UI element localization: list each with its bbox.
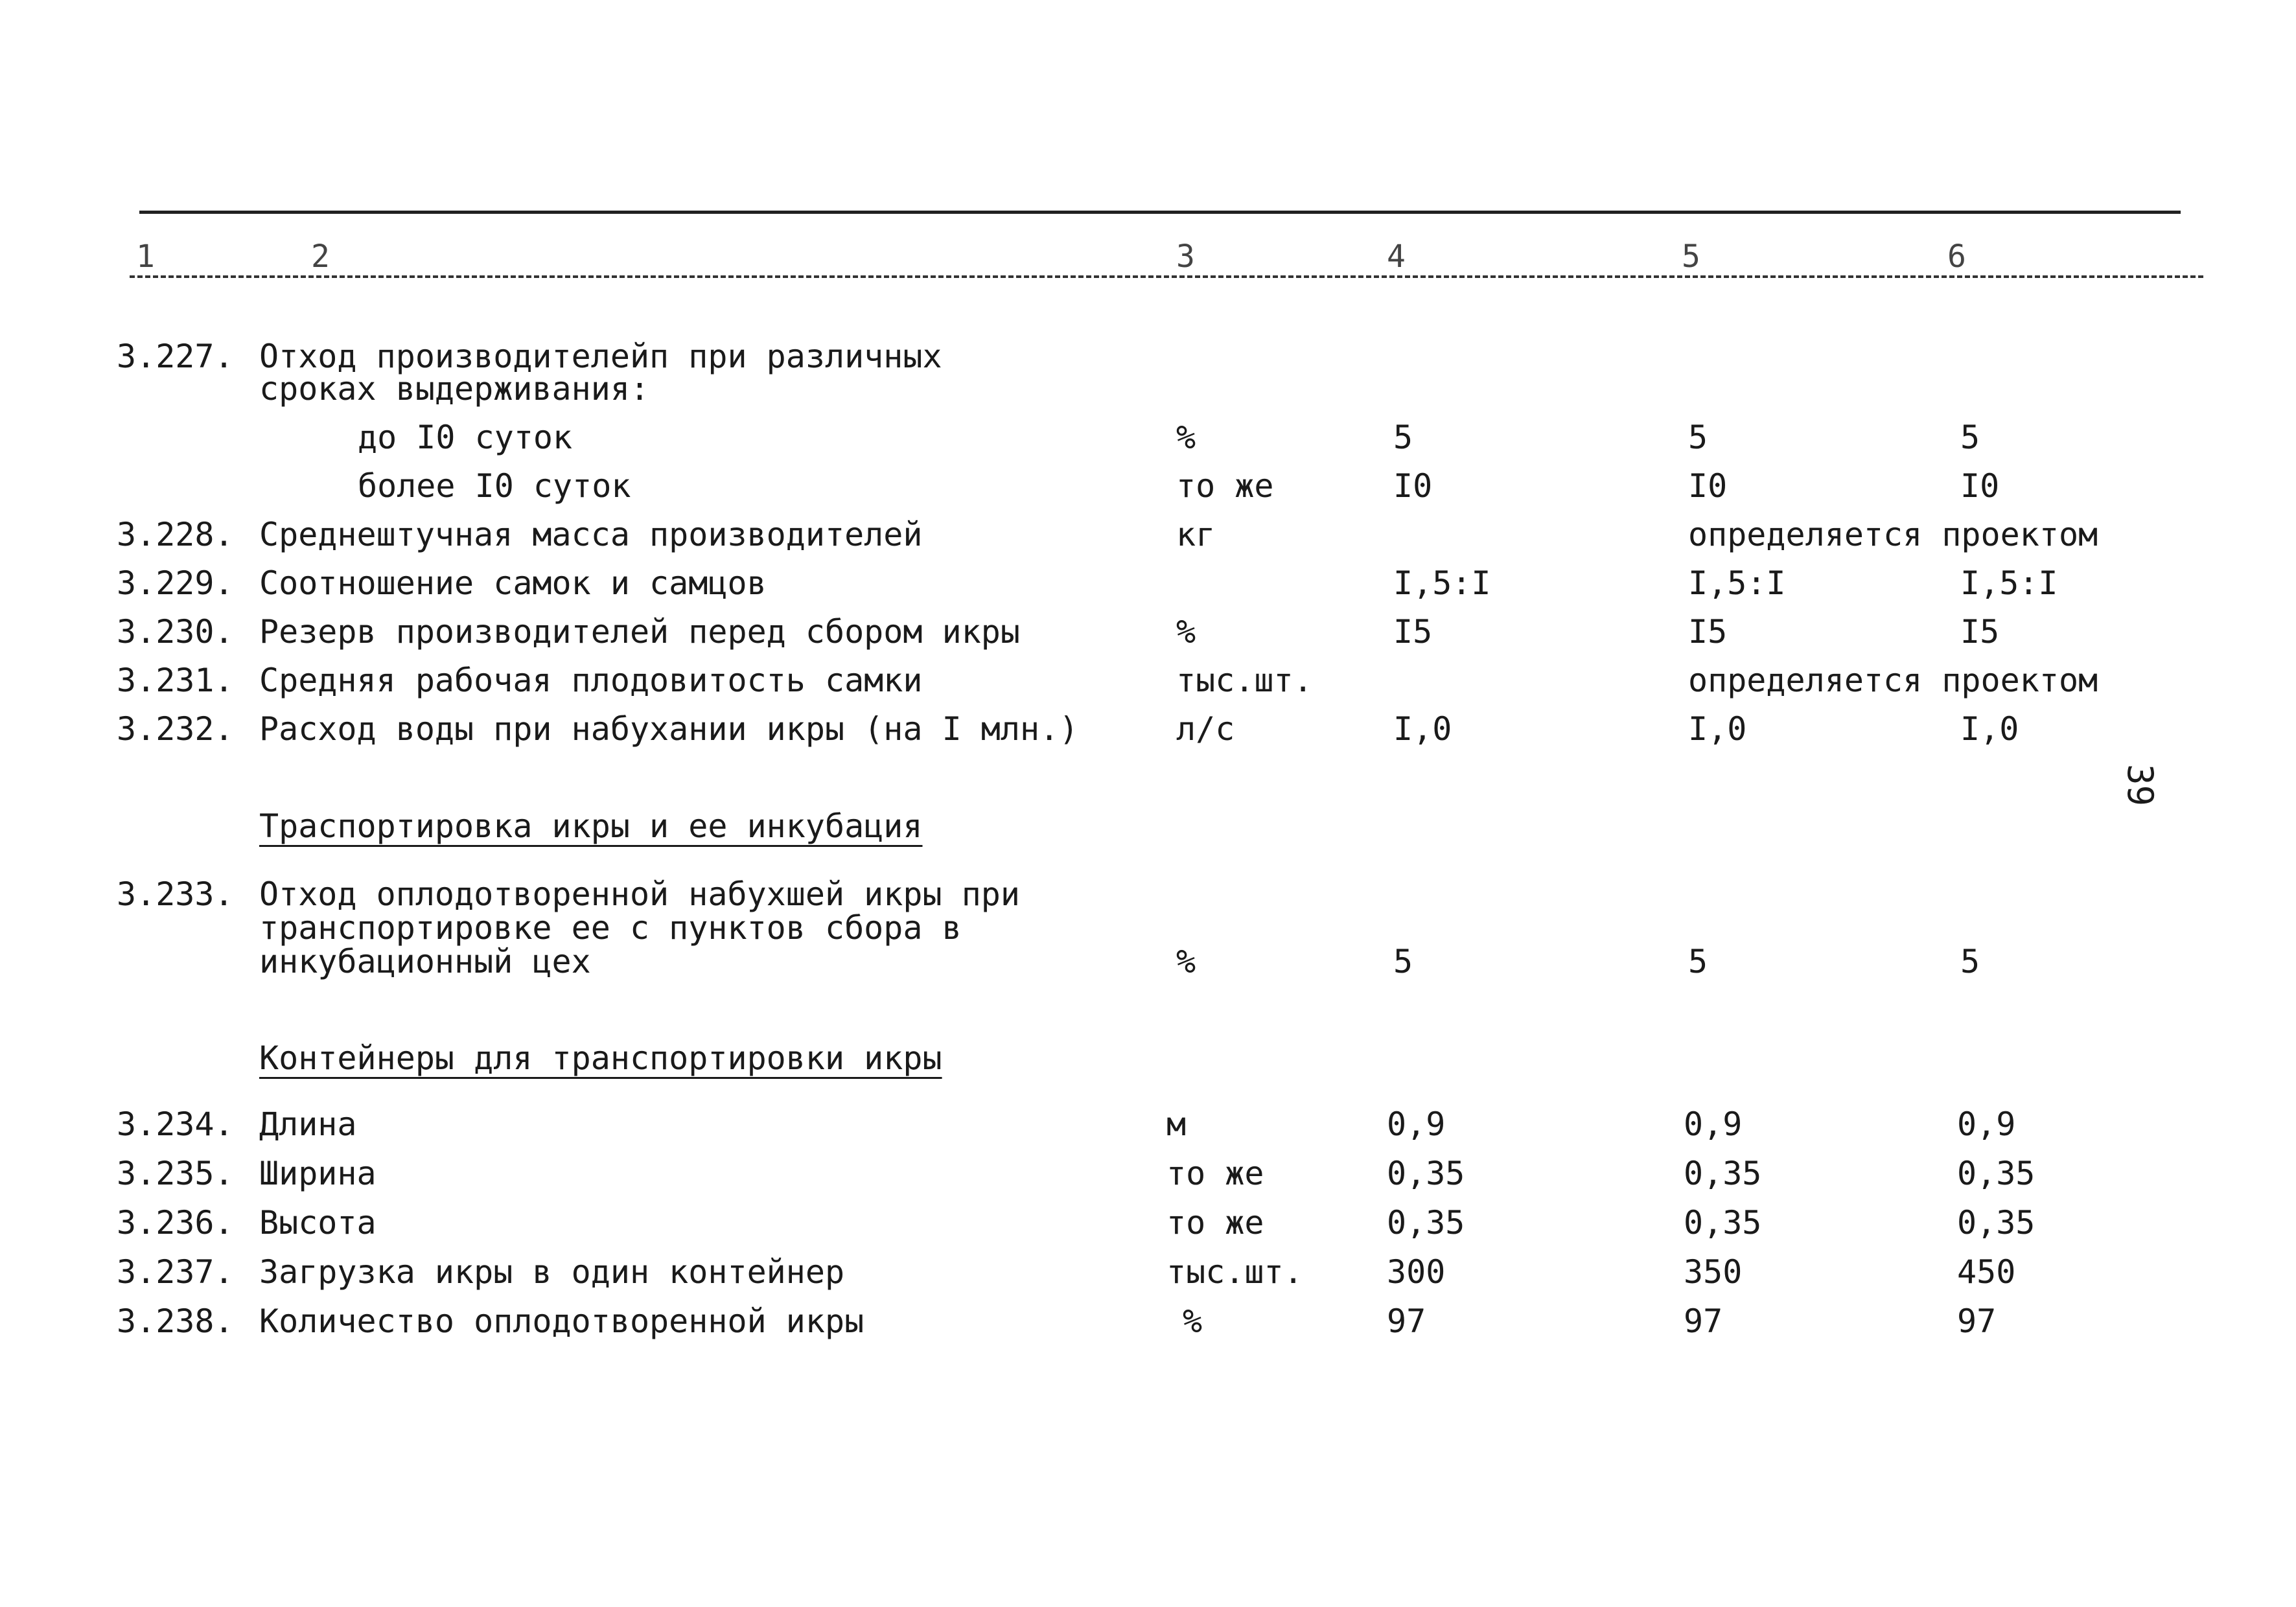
row-3-230-unit: % [1176, 613, 1196, 651]
row-3-232-text: Расход воды при набухании икры (на I млн.) [259, 710, 1079, 748]
row-3-237-number: 3.237. [117, 1253, 234, 1291]
row-3-227b-text: более I0 суток [358, 467, 631, 505]
row-3-233-number: 3.233. [117, 875, 234, 913]
row-3-229-v4: I,5:I [1393, 564, 1491, 602]
row-3-235-v4: 0,35 [1387, 1155, 1465, 1192]
col-header-1: 1 [136, 238, 155, 275]
row-3-227a-v4: 5 [1393, 419, 1413, 456]
row-3-228-number: 3.228. [117, 516, 234, 553]
row-3-238-unit: % [1183, 1302, 1203, 1340]
col-header-3: 3 [1176, 238, 1195, 275]
row-3-227b-unit: то же [1176, 467, 1274, 505]
row-3-234-unit: м [1166, 1105, 1187, 1143]
row-3-233-text-line1: Отход оплодотворенной набухшей икры при [259, 875, 1020, 913]
row-3-234-v4: 0,9 [1387, 1105, 1446, 1143]
row-3-238-number: 3.238. [117, 1302, 234, 1340]
row-3-237-v6: 450 [1957, 1253, 2016, 1291]
row-3-238-text: Количество оплодотворенной икры [259, 1302, 864, 1340]
row-3-235-v5: 0,35 [1684, 1155, 1762, 1192]
section-heading-transport: Траспортировка икры и ее инкубация [259, 807, 923, 845]
row-3-234-number: 3.234. [117, 1105, 234, 1143]
top-rule [139, 211, 2181, 214]
row-3-227a-v6: 5 [1960, 419, 1980, 456]
row-3-229-text: Соотношение самок и самцов [259, 564, 767, 602]
row-3-236-v5: 0,35 [1684, 1204, 1762, 1242]
row-3-233-text-line2: транспортировке ее с пунктов сбора в [259, 909, 962, 947]
col-header-4: 4 [1387, 238, 1406, 275]
row-3-228-span: определяется проектом [1688, 516, 2098, 553]
row-3-230-text: Резерв производителей перед сбором икры [259, 613, 1020, 651]
row-3-237-unit: тыс.шт. [1166, 1253, 1303, 1291]
row-3-234-v5: 0,9 [1684, 1105, 1743, 1143]
row-3-231-unit: тыс.шт. [1176, 662, 1313, 699]
row-3-231-text: Средняя рабочая плодовитость самки [259, 662, 923, 699]
row-3-233-v5: 5 [1688, 943, 1708, 980]
row-3-235-text: Ширина [259, 1155, 377, 1192]
row-3-237-text: Загрузка икры в один контейнер [259, 1253, 845, 1291]
row-3-227-text-line2: сроках выдерживания: [259, 370, 650, 408]
row-3-228-text: Среднештучная масса производителей [259, 516, 923, 553]
section-heading-containers: Контейнеры для транспортировки икры [259, 1039, 942, 1077]
row-3-236-number: 3.236. [117, 1204, 234, 1242]
row-3-230-v4: I5 [1393, 613, 1433, 651]
row-3-233-v6: 5 [1960, 943, 1980, 980]
row-3-228-unit: кг [1176, 516, 1216, 553]
row-3-230-number: 3.230. [117, 613, 234, 651]
row-3-237-v5: 350 [1684, 1253, 1743, 1291]
row-3-238-v6: 97 [1957, 1302, 1997, 1340]
row-3-236-text: Высота [259, 1204, 377, 1242]
row-3-234-text: Длина [259, 1105, 357, 1143]
row-3-235-v6: 0,35 [1957, 1155, 2035, 1192]
row-3-233-v4: 5 [1393, 943, 1413, 980]
row-3-229-v5: I,5:I [1688, 564, 1786, 602]
row-3-238-v4: 97 [1387, 1302, 1426, 1340]
col-header-6: 6 [1947, 238, 1966, 275]
row-3-236-v6: 0,35 [1957, 1204, 2035, 1242]
row-3-232-v5: I,0 [1688, 710, 1747, 748]
row-3-227a-text: до I0 суток [358, 419, 573, 456]
row-3-227b-v5: I0 [1688, 467, 1728, 505]
row-3-233-unit: % [1176, 943, 1196, 980]
row-3-231-number: 3.231. [117, 662, 234, 699]
row-3-238-v5: 97 [1684, 1302, 1723, 1340]
page-number: 39 [2120, 763, 2161, 807]
col-header-2: 2 [311, 238, 330, 275]
row-3-227a-unit: % [1176, 419, 1196, 456]
header-bottom-rule [130, 275, 2203, 278]
row-3-230-v5: I5 [1688, 613, 1728, 651]
row-3-232-v6: I,0 [1960, 710, 2019, 748]
row-3-231-span: определяется проектом [1688, 662, 2098, 699]
row-3-229-v6: I,5:I [1960, 564, 2058, 602]
row-3-227b-v4: I0 [1393, 467, 1433, 505]
row-3-229-number: 3.229. [117, 564, 234, 602]
row-3-230-v6: I5 [1960, 613, 2000, 651]
row-3-235-number: 3.235. [117, 1155, 234, 1192]
row-3-227b-v6: I0 [1960, 467, 2000, 505]
row-3-236-v4: 0,35 [1387, 1204, 1465, 1242]
row-3-232-number: 3.232. [117, 710, 234, 748]
row-3-232-v4: I,0 [1393, 710, 1452, 748]
row-3-236-unit: то же [1166, 1204, 1264, 1242]
col-header-5: 5 [1682, 238, 1700, 275]
row-3-235-unit: то же [1166, 1155, 1264, 1192]
row-3-237-v4: 300 [1387, 1253, 1446, 1291]
row-3-227-text-line1: Отход производителейп при различных [259, 338, 942, 375]
row-3-232-unit: л/с [1176, 710, 1235, 748]
row-3-234-v6: 0,9 [1957, 1105, 2016, 1143]
row-3-233-text-line3: инкубационный цех [259, 943, 591, 980]
row-3-227-number: 3.227. [117, 338, 234, 375]
row-3-227a-v5: 5 [1688, 419, 1708, 456]
